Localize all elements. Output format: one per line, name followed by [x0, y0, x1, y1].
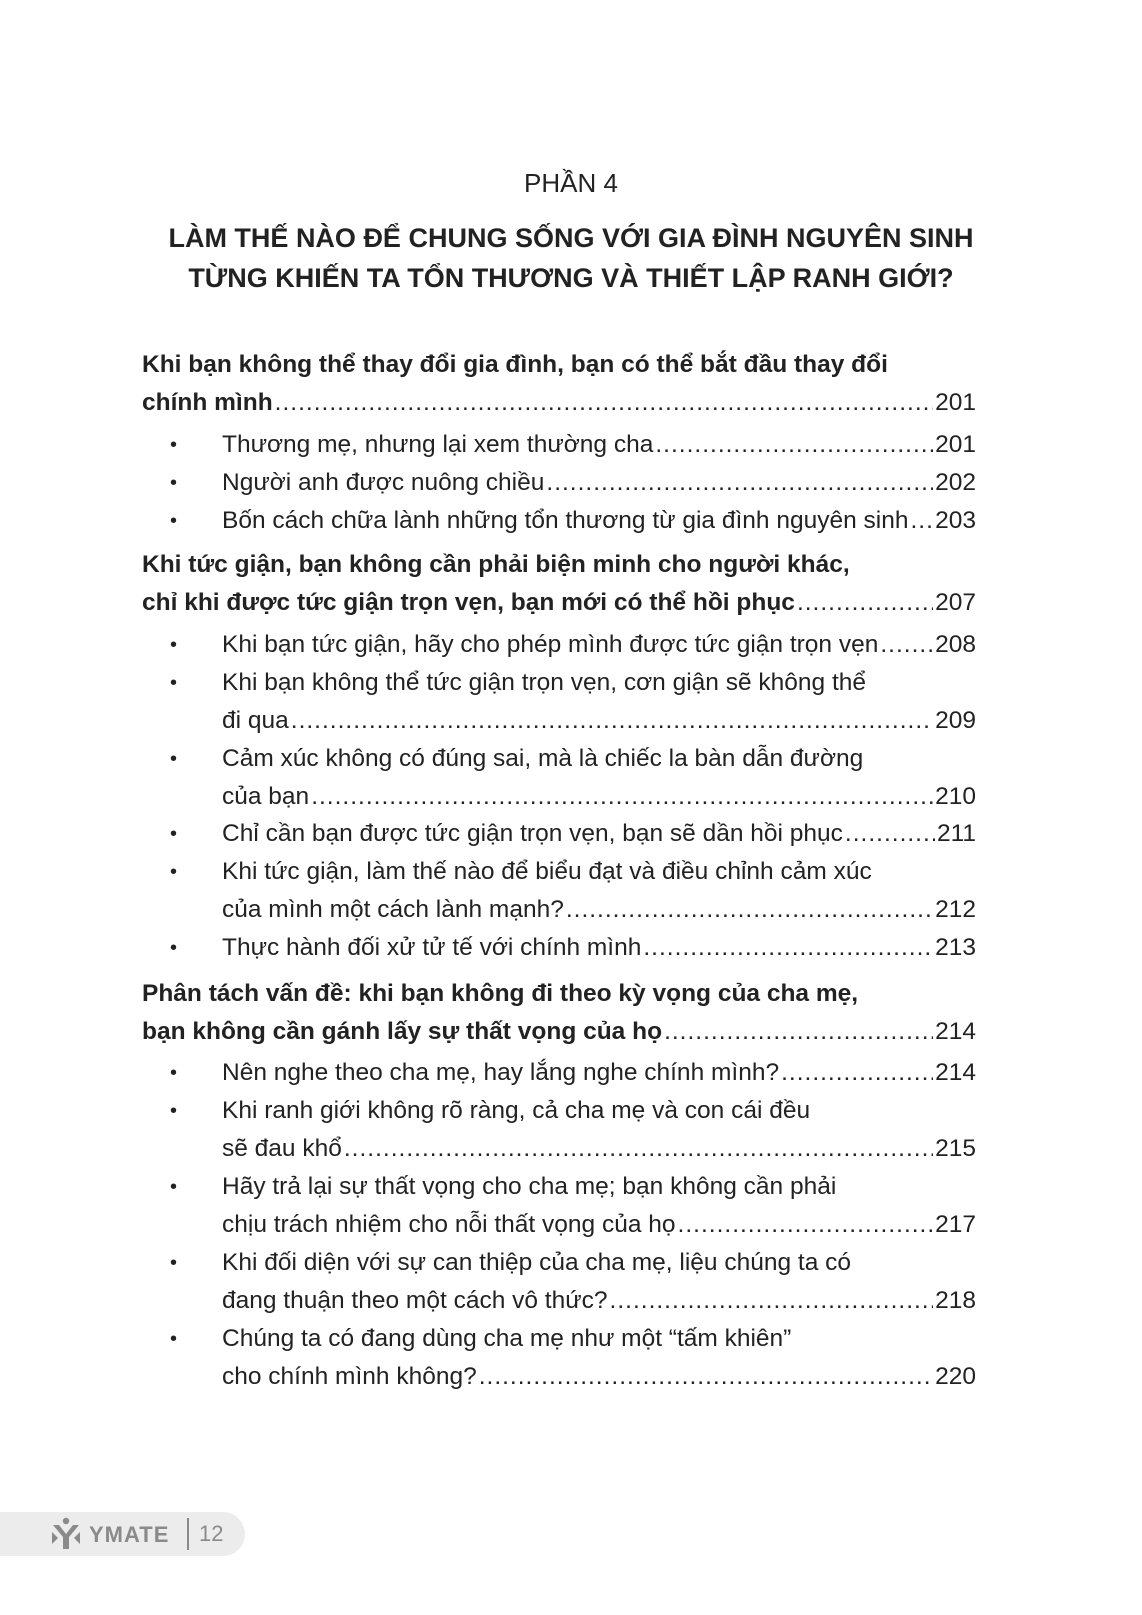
ymate-logo-icon: [50, 1516, 82, 1552]
dot-leader: [797, 584, 933, 622]
toc-item[interactable]: [222, 502, 976, 540]
dot-leader: [781, 1054, 933, 1092]
toc-item[interactable]: [222, 853, 976, 891]
toc-item-title: Bốn cách chữa lành những tổn thương từ gia đình nguyên sinh: [222, 507, 909, 534]
toc-item[interactable]: [222, 1092, 976, 1130]
toc-item-title: Khi đối diện với sự can thiệp của cha mẹ, liệu chúng ta có: [222, 1249, 851, 1276]
toc-item[interactable]: [222, 740, 976, 778]
toc-item-continuation[interactable]: [222, 1358, 976, 1396]
toc-item-title: Người anh được nuông chiều: [222, 469, 545, 496]
toc-section-2-line-2[interactable]: [142, 584, 976, 622]
dot-leader: [311, 778, 933, 816]
toc-section-title: chỉ khi được tức giận trọn vẹn, bạn mới có thể hồi phục: [142, 589, 795, 616]
dot-leader: [655, 426, 933, 464]
toc-item-continuation[interactable]: [222, 702, 976, 740]
part-label: PHẦN 4: [524, 168, 618, 198]
toc-item[interactable]: [222, 426, 976, 464]
toc-item-title: sẽ đau khổ: [222, 1135, 342, 1162]
toc-page-number: 214: [935, 1018, 976, 1045]
toc-section-3-line-2[interactable]: [142, 1013, 976, 1051]
toc-item[interactable]: [222, 1168, 976, 1206]
brand-name: YMATE: [89, 1522, 170, 1547]
toc-page-number: 203: [935, 507, 976, 534]
toc-item-title: của mình một cách lành mạnh?: [222, 896, 564, 923]
bullet-icon: •: [170, 823, 178, 845]
dot-leader: [678, 1206, 934, 1244]
toc-item-title: Chỉ cần bạn được tức giận trọn vẹn, bạn sẽ dần hồi phục: [222, 820, 843, 847]
toc-item-title: Chúng ta có đang dùng cha mẹ như một “tấm khiên”: [222, 1325, 792, 1352]
toc-page-number: 202: [935, 469, 976, 496]
toc-page-number: 207: [935, 589, 976, 616]
toc-item-continuation[interactable]: [222, 891, 976, 929]
toc-section-title: Phân tách vấn đề: khi bạn không đi theo kỳ vọng của cha mẹ,: [142, 980, 859, 1007]
toc-item-title: chịu trách nhiệm cho nỗi thất vọng của họ: [222, 1211, 676, 1238]
toc-page-number: 201: [935, 431, 976, 458]
toc-item-title: Hãy trả lại sự thất vọng cho cha mẹ; bạn không cần phải: [222, 1173, 837, 1200]
bullet-icon: •: [170, 861, 178, 883]
dot-leader: [664, 1013, 933, 1051]
dot-leader: [275, 384, 933, 422]
toc-item[interactable]: [222, 929, 976, 967]
toc-item[interactable]: [222, 815, 976, 853]
toc-section-3-line-1[interactable]: [142, 975, 976, 1013]
bullet-icon: •: [170, 1252, 178, 1274]
toc-section-title: chính mình: [142, 389, 273, 416]
toc-item-title: của bạn: [222, 783, 310, 810]
toc-item-title: Thực hành đối xử tử tế với chính mình: [222, 934, 642, 961]
toc-item-continuation[interactable]: [222, 1282, 976, 1320]
toc-item[interactable]: [222, 626, 976, 664]
toc-page-number: 215: [935, 1135, 976, 1162]
toc-section-title: bạn không cần gánh lấy sự thất vọng của họ: [142, 1018, 663, 1045]
toc-page-number: 208: [935, 631, 976, 658]
toc-item-continuation[interactable]: [222, 778, 976, 816]
bullet-icon: •: [170, 1328, 178, 1350]
toc-page-number: 209: [935, 707, 976, 734]
toc-item[interactable]: [222, 1320, 976, 1358]
toc-page-number: 214: [935, 1059, 976, 1086]
toc-page-number: 201: [935, 389, 976, 416]
toc-page-number: 213: [935, 934, 976, 961]
toc-item-continuation[interactable]: [222, 1206, 976, 1244]
bullet-icon: •: [170, 1062, 178, 1084]
bullet-icon: •: [170, 634, 178, 656]
dot-leader: [566, 891, 933, 929]
toc-item-title: Khi bạn không thể tức giận trọn vẹn, cơn giận sẽ không thể: [222, 669, 867, 696]
part-title-line-1: LÀM THẾ NÀO ĐỂ CHUNG SỐNG VỚI GIA ĐÌNH NGUYÊN SINH: [168, 223, 974, 253]
dot-leader: [643, 929, 933, 967]
toc-page-number: 211: [936, 820, 976, 847]
toc-item-title: Nên nghe theo cha mẹ, hay lắng nghe chính mình?: [222, 1059, 780, 1086]
toc-item-title: Thương mẹ, nhưng lại xem thường cha: [222, 431, 654, 458]
dot-leader: [479, 1358, 933, 1396]
bullet-icon: •: [170, 1100, 178, 1122]
toc-section-title: Khi tức giận, bạn không cần phải biện minh cho người khác,: [142, 551, 850, 578]
toc-item[interactable]: [222, 1244, 976, 1282]
bullet-icon: •: [170, 1176, 178, 1198]
dot-leader: [880, 626, 933, 664]
toc-item[interactable]: [222, 1054, 976, 1092]
bullet-icon: •: [170, 472, 178, 494]
toc-section-2-line-1[interactable]: [142, 546, 976, 584]
part-title-line-2: TỪNG KHIẾN TA TỔN THƯƠNG VÀ THIẾT LẬP RANH GIỚI?: [188, 263, 954, 293]
page-number: 12: [199, 1521, 224, 1546]
dot-leader: [291, 702, 933, 740]
toc-page-number: 218: [935, 1287, 976, 1314]
toc-section-title: Khi bạn không thể thay đổi gia đình, bạn có thể bắt đầu thay đổi: [142, 351, 888, 378]
dot-leader: [910, 502, 933, 540]
toc-page-number: 212: [935, 896, 976, 923]
toc-item[interactable]: [222, 464, 976, 502]
toc-page-number: 210: [935, 783, 976, 810]
toc-page-number: 217: [935, 1211, 976, 1238]
bullet-icon: •: [170, 434, 178, 456]
toc-item-title: cho chính mình không?: [222, 1363, 477, 1390]
toc-item[interactable]: [222, 664, 976, 702]
toc-item-title: Khi bạn tức giận, hãy cho phép mình được tức giận trọn vẹn: [222, 631, 879, 658]
dot-leader: [546, 464, 933, 502]
bullet-icon: •: [170, 937, 178, 959]
toc-item-continuation[interactable]: [222, 1130, 976, 1168]
dot-leader: [845, 815, 935, 853]
dot-leader: [610, 1282, 934, 1320]
toc-page-number: 220: [935, 1363, 976, 1390]
dot-leader: [344, 1130, 933, 1168]
footer-divider: [187, 1518, 189, 1550]
toc-item-title: đang thuận theo một cách vô thức?: [222, 1287, 608, 1314]
bullet-icon: •: [170, 748, 178, 770]
toc-section-1-line-1[interactable]: [142, 346, 976, 384]
toc-item-title: Khi ranh giới không rõ ràng, cả cha mẹ và con cái đều: [222, 1097, 811, 1124]
toc-item-title: Cảm xúc không có đúng sai, mà là chiếc la bàn dẫn đường: [222, 745, 864, 772]
bullet-icon: •: [170, 672, 178, 694]
toc-item-title: Khi tức giận, làm thế nào để biểu đạt và điều chỉnh cảm xúc: [222, 858, 872, 885]
toc-section-1-line-2[interactable]: [142, 384, 976, 422]
toc-item-title: đi qua: [222, 707, 289, 734]
bullet-icon: •: [170, 510, 178, 532]
